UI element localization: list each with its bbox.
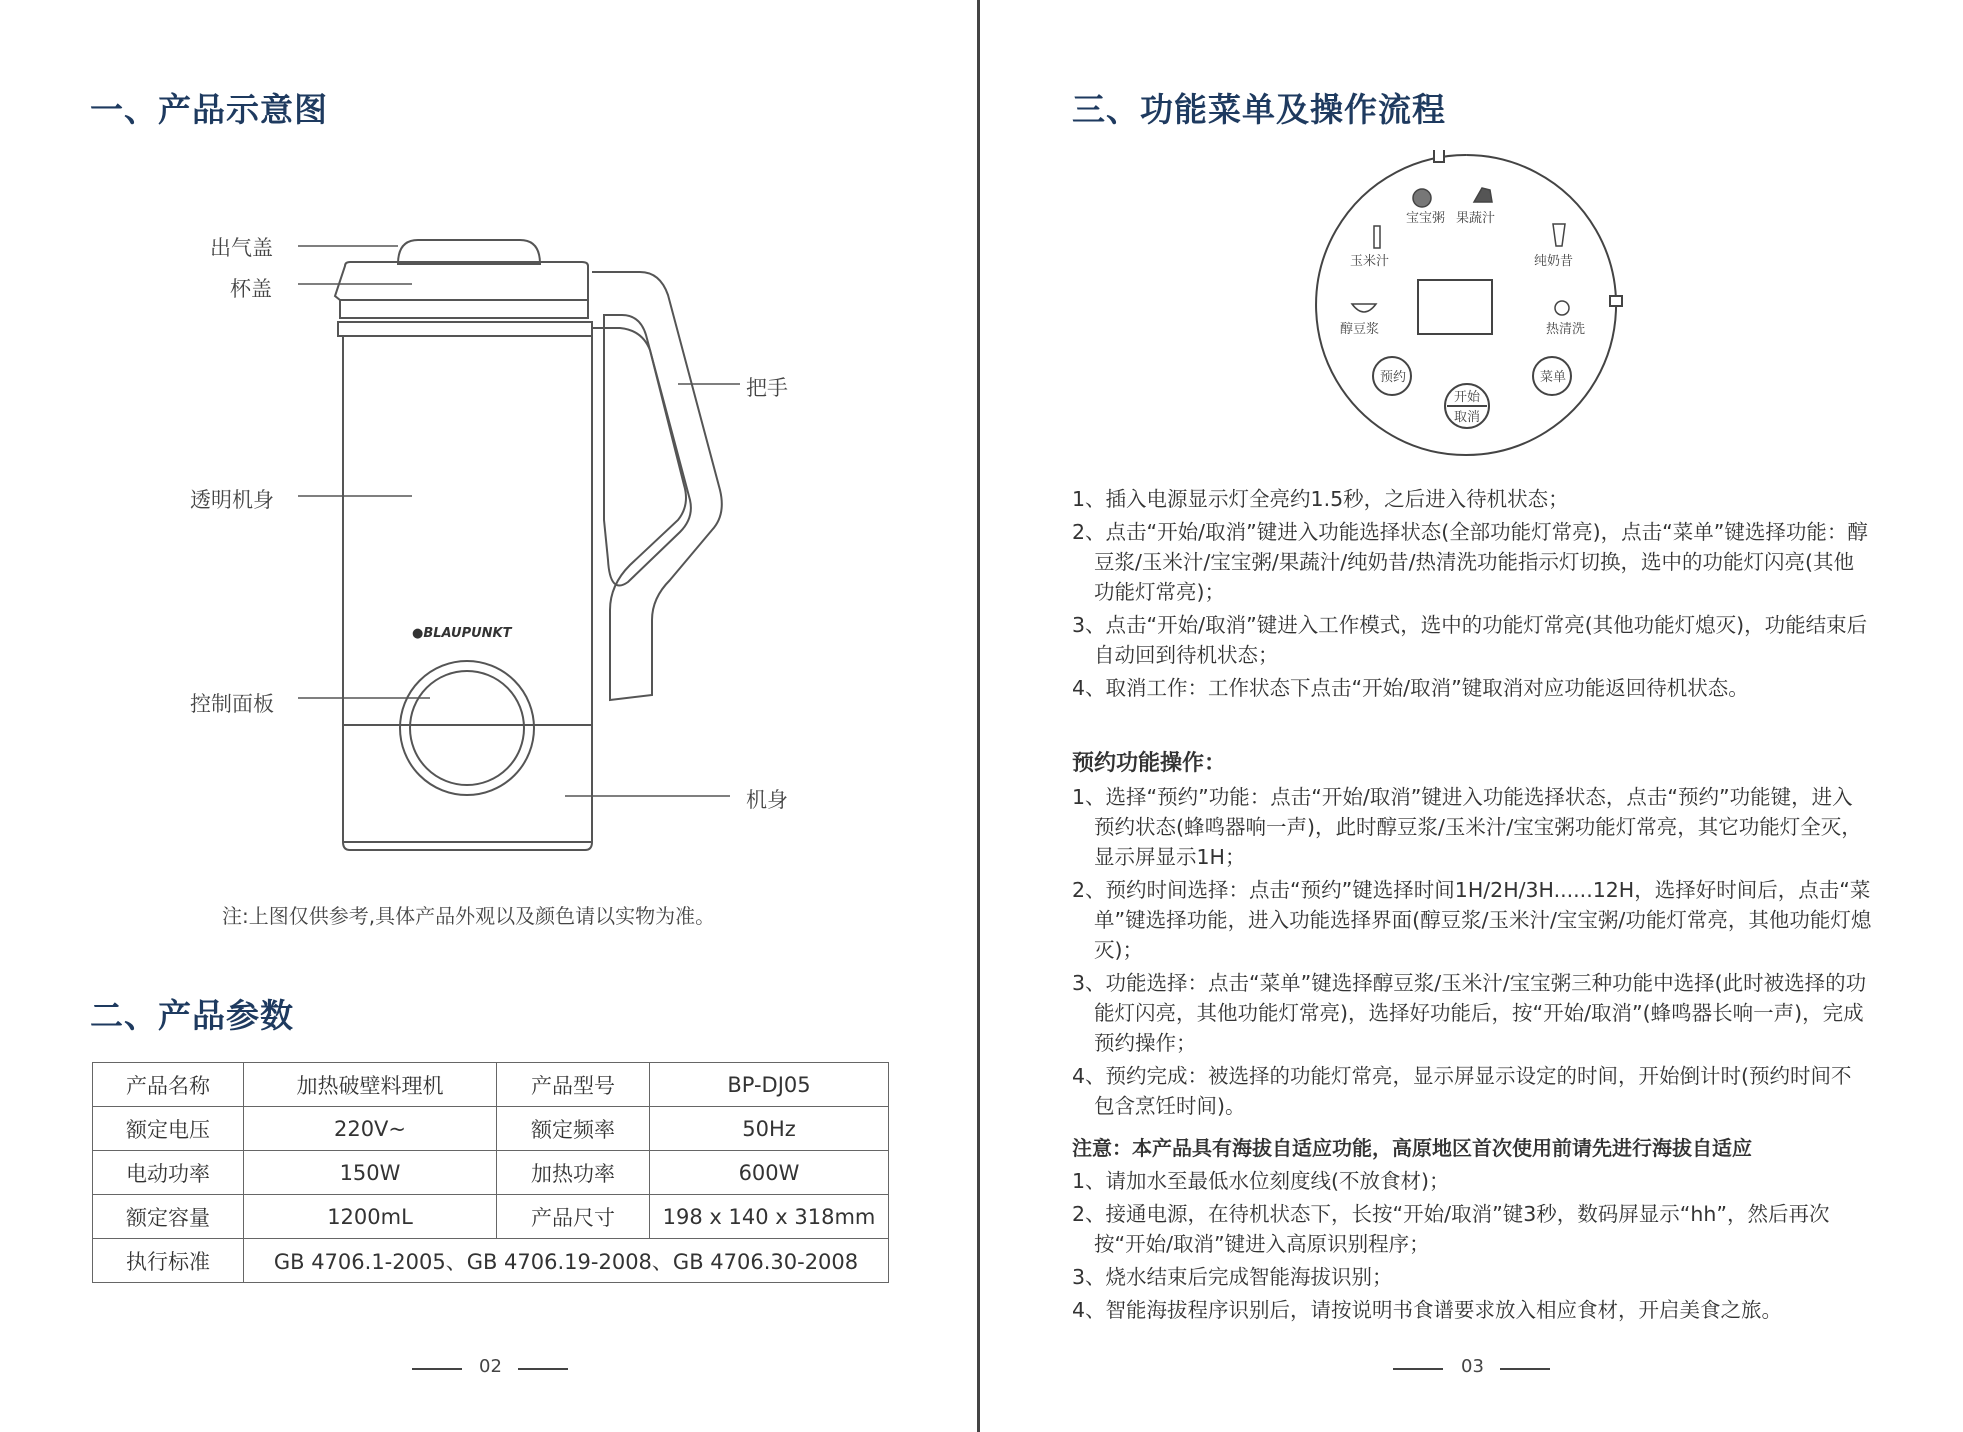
callout-cup-lid: 杯盖 bbox=[230, 277, 272, 301]
illustration-note: 注:上图仅供参考,具体产品外观以及颜色请以实物为准。 bbox=[222, 904, 716, 928]
table-row bbox=[93, 1239, 889, 1283]
spec-table bbox=[92, 1062, 889, 1283]
callout-base: 机身 bbox=[746, 788, 788, 812]
corn-juice-icon bbox=[1374, 226, 1380, 248]
blender-illustration bbox=[0, 200, 980, 1080]
schedule-button[interactable]: 预约 bbox=[1380, 370, 1407, 385]
panel-label: 果蔬汁 bbox=[1456, 211, 1496, 226]
milkshake-icon bbox=[1553, 224, 1565, 246]
schedule-title: 预约功能操作： bbox=[1072, 751, 1227, 776]
table-row bbox=[93, 1063, 889, 1107]
fruit-veg-icon bbox=[1474, 188, 1492, 202]
list-item: 4、预约完成：被选择的功能灯常亮，显示屏显示设定的时间，开始倒计时(预约时间不包含烹饪时间)。 bbox=[1072, 1064, 1852, 1118]
start-button[interactable]: 开始 bbox=[1454, 390, 1481, 405]
spec-cell: 产品尺寸 bbox=[497, 1195, 650, 1239]
list-item: 1、插入电源显示灯全亮约1.5秒，之后进入待机状态； bbox=[1072, 487, 1569, 511]
spec-cell: 加热功率 bbox=[497, 1151, 650, 1195]
vent-lid-shape bbox=[398, 240, 540, 264]
spec-cell: 加热破壁料理机 bbox=[244, 1063, 497, 1107]
schedule-steps bbox=[1072, 782, 1872, 1124]
cancel-button[interactable]: 取消 bbox=[1454, 410, 1481, 425]
table-row bbox=[93, 1151, 889, 1195]
spec-cell: 额定频率 bbox=[497, 1107, 650, 1151]
spec-cell: 198 x 140 x 318mm bbox=[650, 1195, 889, 1239]
page-number-rule bbox=[518, 1368, 568, 1370]
spec-cell: 额定电压 bbox=[93, 1107, 244, 1151]
control-panel-ring bbox=[400, 661, 534, 795]
baby-porridge-icon bbox=[1413, 189, 1431, 207]
section3-title: 三、功能菜单及操作流程 bbox=[1072, 90, 1446, 129]
list-item: 2、点击“开始/取消”键进入功能选择状态(全部功能灯常亮)，点击“菜单”键选择功能：醇豆浆/玉米汁/宝宝粥/果蔬汁/纯奶昔/热清洗功能指示灯切换，选中的功能灯闪亮(其他功能灯常亮)； bbox=[1072, 520, 1868, 604]
panel-label: 宝宝粥 bbox=[1406, 211, 1446, 226]
handle-shape bbox=[592, 272, 722, 700]
brand-logo: ●BLAUPUNKT bbox=[412, 626, 512, 641]
spec-cell: 电动功率 bbox=[93, 1151, 244, 1195]
spec-cell: BP-DJ05 bbox=[650, 1063, 889, 1107]
list-item: 1、请加水至最低水位刻度线(不放食材)； bbox=[1072, 1169, 1450, 1193]
body-shape bbox=[343, 336, 592, 850]
spec-cell: 600W bbox=[650, 1151, 889, 1195]
spec-cell: 50Hz bbox=[650, 1107, 889, 1151]
callout-handle: 把手 bbox=[746, 376, 788, 400]
section1-title: 一、产品示意图 bbox=[90, 90, 328, 129]
page-number: 02 bbox=[479, 1356, 502, 1377]
list-item: 3、功能选择：点击“菜单”键选择醇豆浆/玉米汁/宝宝粥三种功能中选择(此时被选择的功能灯闪亮，其他功能灯常亮)，选择好功能后，按“开始/取消”(蜂鸣器长响一声)，完成预约操作； bbox=[1072, 971, 1867, 1055]
panel-label: 热清洗 bbox=[1546, 322, 1586, 337]
left-page bbox=[0, 0, 980, 1432]
spec-cell: 产品名称 bbox=[93, 1063, 244, 1107]
spec-cell: 150W bbox=[244, 1151, 497, 1195]
section2-title: 二、产品参数 bbox=[90, 996, 294, 1035]
table-row bbox=[93, 1107, 889, 1151]
control-panel-diagram bbox=[1306, 150, 1626, 460]
altitude-steps bbox=[1072, 1166, 1872, 1328]
list-item: 1、选择“预约”功能：点击“开始/取消”键进入功能选择状态，点击“预约”功能键，进入预约状态(蜂鸣器响一声)，此时醇豆浆/玉米汁/宝宝粥功能灯常亮，其它功能灯全灭，显示屏显示1H； bbox=[1072, 785, 1862, 869]
list-item: 3、烧水结束后完成智能海拔识别； bbox=[1072, 1265, 1393, 1289]
cup-lid-shape bbox=[335, 262, 588, 300]
soy-milk-icon bbox=[1352, 304, 1376, 312]
list-item: 3、点击“开始/取消”键进入工作模式，选中的功能灯常亮(其他功能灯熄灭)，功能结束后自动回到待机状态； bbox=[1072, 613, 1868, 667]
menu-button[interactable]: 菜单 bbox=[1540, 370, 1567, 385]
spec-cell: 额定容量 bbox=[93, 1195, 244, 1239]
spec-cell: 产品型号 bbox=[497, 1063, 650, 1107]
callout-vent-lid: 出气盖 bbox=[210, 236, 273, 260]
list-item: 2、接通电源，在待机状态下，长按“开始/取消”键3秒，数码屏显示“hh”，然后再次按“开始/取消”键进入高原识别程序； bbox=[1072, 1202, 1830, 1256]
altitude-title: 注意：本产品具有海拔自适应功能，高原地区首次使用前请先进行海拔自适应 bbox=[1072, 1136, 1752, 1160]
right-page bbox=[980, 0, 1963, 1432]
spec-cell: 执行标准 bbox=[93, 1239, 244, 1283]
panel-label: 醇豆浆 bbox=[1340, 322, 1380, 337]
hot-clean-icon bbox=[1555, 301, 1569, 315]
spec-cell: 220V~ bbox=[244, 1107, 497, 1151]
operation-steps bbox=[1072, 484, 1872, 706]
callout-transparent-body: 透明机身 bbox=[190, 488, 274, 512]
list-item: 4、智能海拔程序识别后，请按说明书食谱要求放入相应食材，开启美食之旅。 bbox=[1072, 1298, 1783, 1322]
page-number-rule bbox=[1500, 1368, 1550, 1370]
spec-cell: GB 4706.1-2005、GB 4706.19-2008、GB 4706.30-2008 bbox=[244, 1239, 889, 1283]
list-item: 2、预约时间选择：点击“预约”键选择时间1H/2H/3H......12H，选择好时间后，点击“菜单”键选择功能，进入功能选择界面(醇豆浆/玉米汁/宝宝粥/功能灯常亮，其他功能灯熄灭)； bbox=[1072, 878, 1872, 962]
page-number-rule bbox=[1393, 1368, 1443, 1370]
page-number: 03 bbox=[1461, 1356, 1484, 1377]
callout-control-panel: 控制面板 bbox=[190, 692, 274, 716]
table-row bbox=[93, 1195, 889, 1239]
panel-label: 玉米汁 bbox=[1350, 254, 1390, 269]
page-number-rule bbox=[412, 1368, 462, 1370]
list-item: 4、取消工作：工作状态下点击“开始/取消”键取消对应功能返回待机状态。 bbox=[1072, 676, 1749, 700]
spec-cell: 1200mL bbox=[244, 1195, 497, 1239]
panel-label: 纯奶昔 bbox=[1534, 254, 1574, 269]
